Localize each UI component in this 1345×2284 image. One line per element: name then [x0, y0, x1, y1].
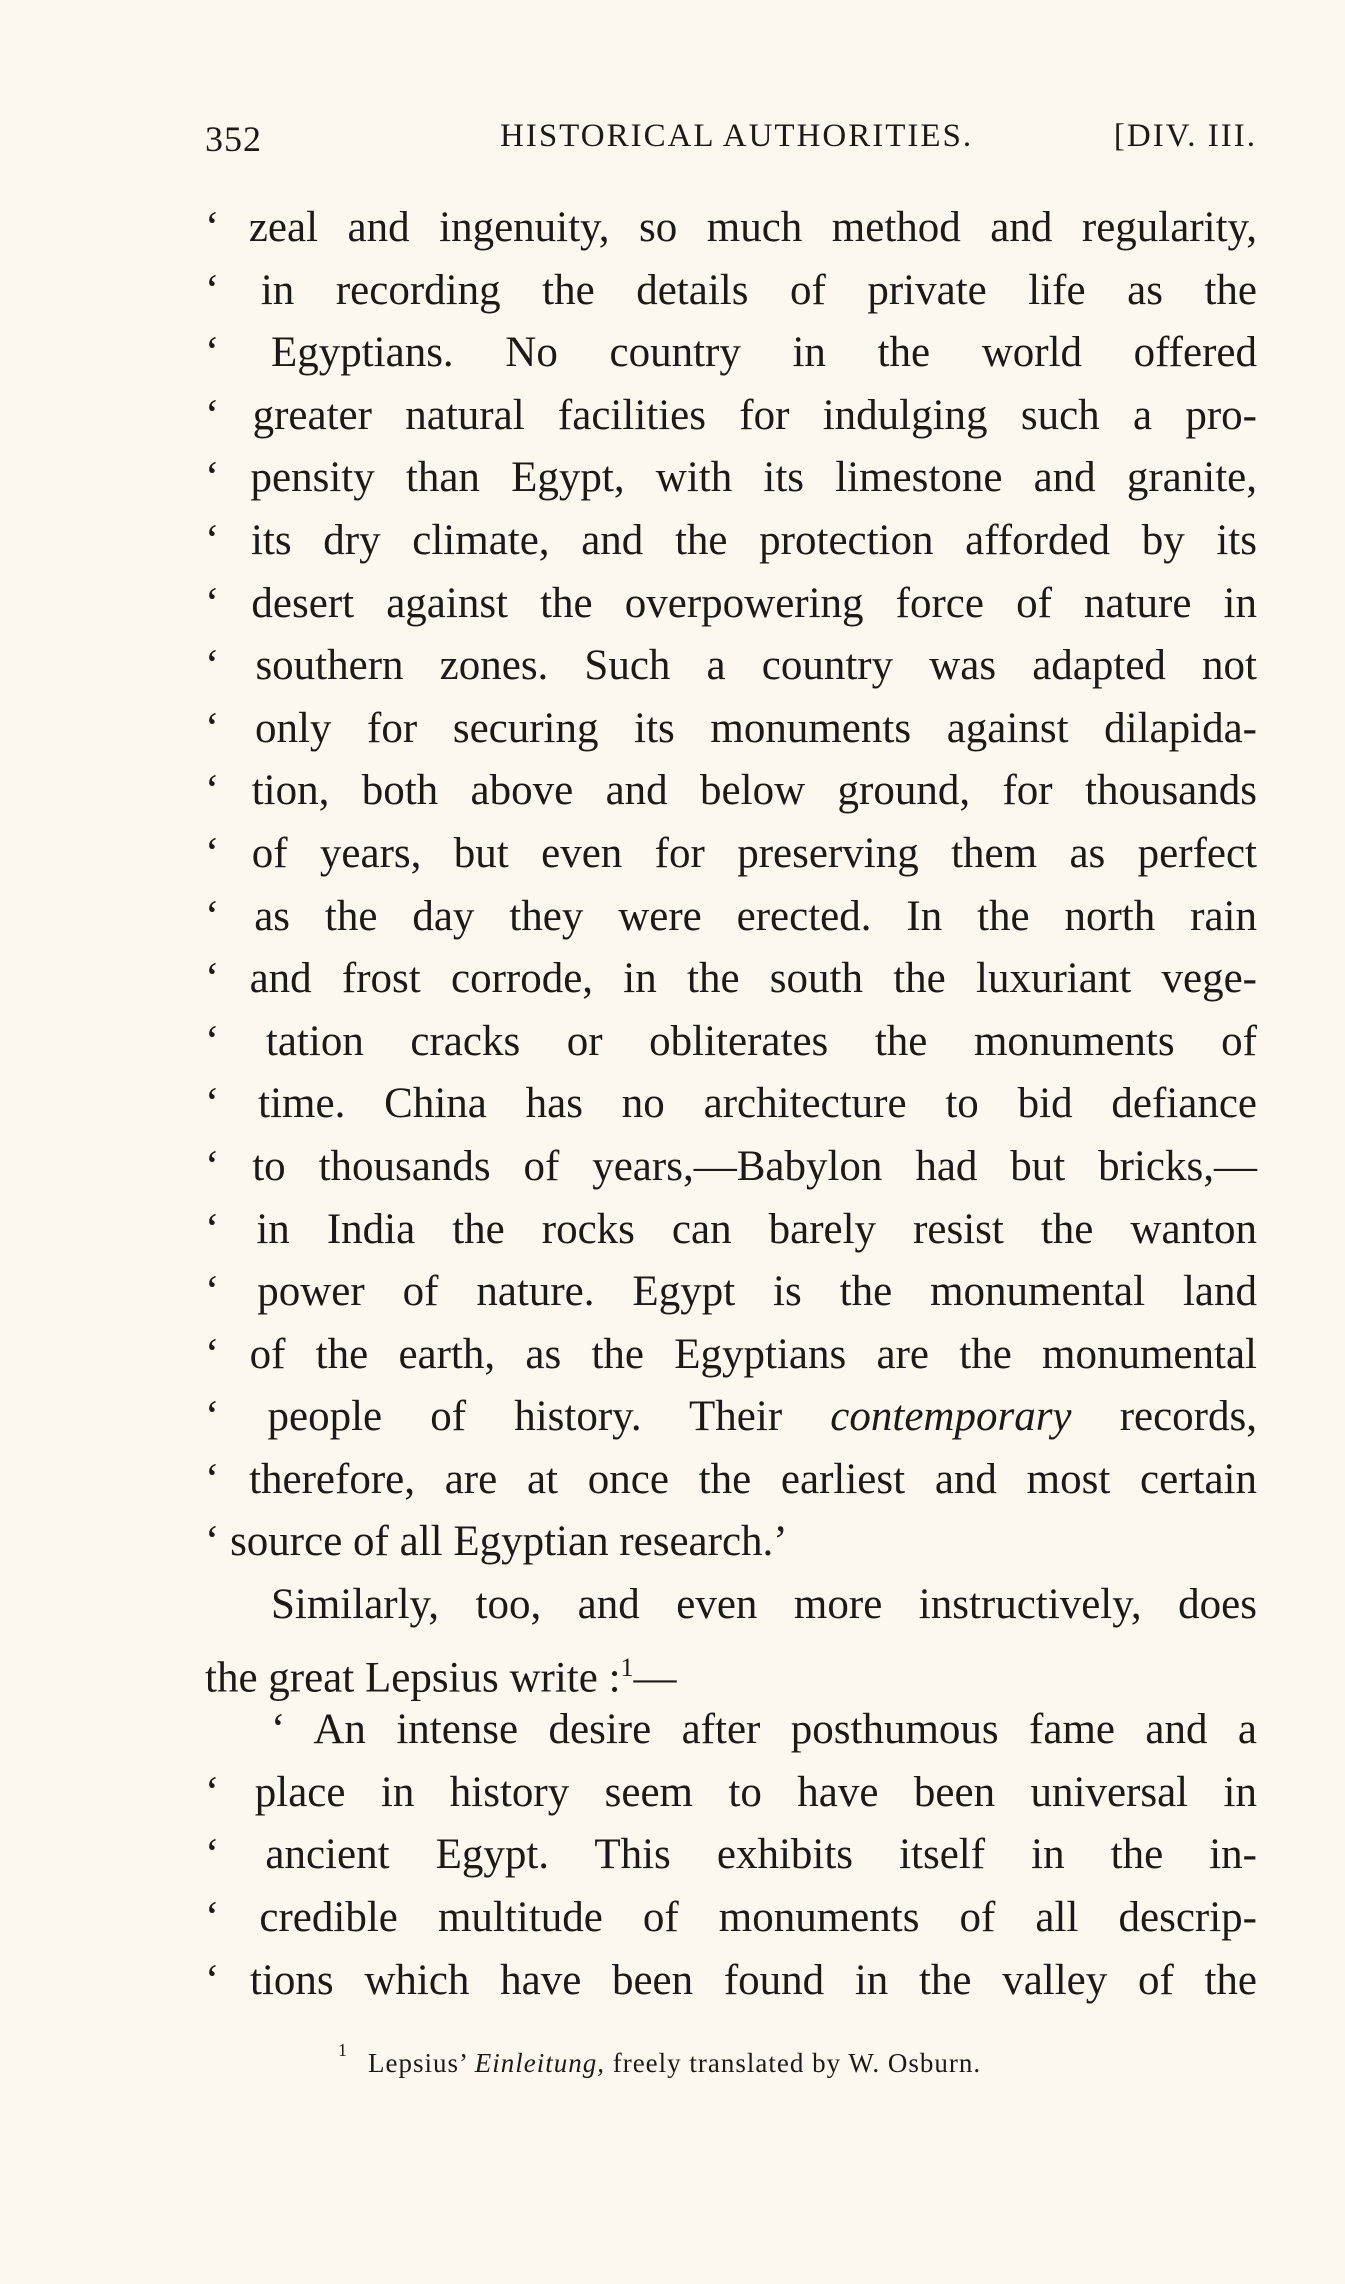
text-line: ‘ therefore, are at once the earliest and most certain	[205, 1455, 1257, 1503]
text-line: ‘ southern zones. Such a country was adapted not	[205, 642, 1257, 690]
paragraph-first-line: Similarly, too, and even more instructively, does	[271, 1581, 1257, 1629]
running-header	[205, 118, 1257, 168]
text-line: ‘ desert against the overpowering force of nature in	[205, 579, 1257, 627]
text-line: ‘ tation cracks or obliterates the monuments of	[205, 1017, 1257, 1065]
division-label: [DIV. III.	[1113, 118, 1257, 154]
text-line: ‘ Egyptians. No country in the world offered	[205, 329, 1257, 377]
footnote-marker: 1	[338, 2040, 348, 2060]
text-line: ‘ its dry climate, and the protection afforded by its	[205, 516, 1257, 564]
text-line: ‘ power of nature. Egypt is the monumental land	[205, 1268, 1257, 1316]
text-line-with-footnote-ref	[205, 1637, 1257, 1700]
text-span: —	[633, 1653, 677, 1701]
text-line-with-italic	[205, 1386, 1257, 1449]
text-line: ‘ tion, both above and below ground, for thousands	[205, 767, 1257, 815]
page-number: 352	[205, 119, 262, 159]
footnote-ref: 1	[620, 1652, 634, 1682]
text-line: ‘ place in history seem to have been universal in	[205, 1768, 1257, 1816]
italic-word: contemporary	[830, 1393, 1072, 1441]
running-title: HISTORICAL AUTHORITIES.	[500, 118, 974, 154]
text-span: the great Lepsius write :	[205, 1653, 621, 1701]
text-line: ‘ credible multitude of monuments of all descrip-	[205, 1894, 1257, 1942]
text-span: ‘ people of history. Their	[205, 1393, 831, 1441]
text-line: ‘ in recording the details of private life as the	[205, 266, 1257, 314]
body-text	[205, 197, 1257, 2012]
quote-first-line: ‘ An intense desire after posthumous fame and a	[271, 1706, 1257, 1754]
footnote	[338, 2040, 1238, 2079]
text-line: ‘ of years, but even for preserving them as perfect	[205, 829, 1257, 877]
text-line: ‘ as the day they were erected. In the north rain	[205, 892, 1257, 940]
text-line: ‘ ancient Egypt. This exhibits itself in the in-	[205, 1831, 1257, 1879]
text-line: ‘ to thousands of years,—Babylon had but bricks,—	[205, 1142, 1257, 1190]
text-line: ‘ pensity than Egypt, with its limestone and granite,	[205, 454, 1257, 502]
text-span: records,	[1071, 1393, 1257, 1441]
text-line: ‘ and frost corrode, in the south the luxuriant vege-	[205, 955, 1257, 1003]
text-line: ‘ time. China has no architecture to bid defiance	[205, 1080, 1257, 1128]
text-line: ‘ of the earth, as the Egyptians are the monumental	[205, 1330, 1257, 1378]
footnote-text: Lepsius’	[368, 2048, 475, 2078]
text-line: ‘ source of all Egyptian research.’	[205, 1518, 788, 1566]
text-line: ‘ only for securing its monuments against dilapida-	[205, 704, 1257, 752]
footnote-text: freely translated by W. Osburn.	[604, 2048, 982, 2078]
text-line: ‘ greater natural facilities for indulging such a pro-	[205, 391, 1257, 439]
text-line: ‘ zeal and ingenuity, so much method and regularity,	[205, 204, 1257, 251]
footnote-italic: Einleitung,	[474, 2048, 605, 2078]
text-line: ‘ in India the rocks can barely resist the wanton	[205, 1205, 1257, 1253]
text-line: ‘ tions which have been found in the valley of the	[205, 1956, 1257, 2004]
